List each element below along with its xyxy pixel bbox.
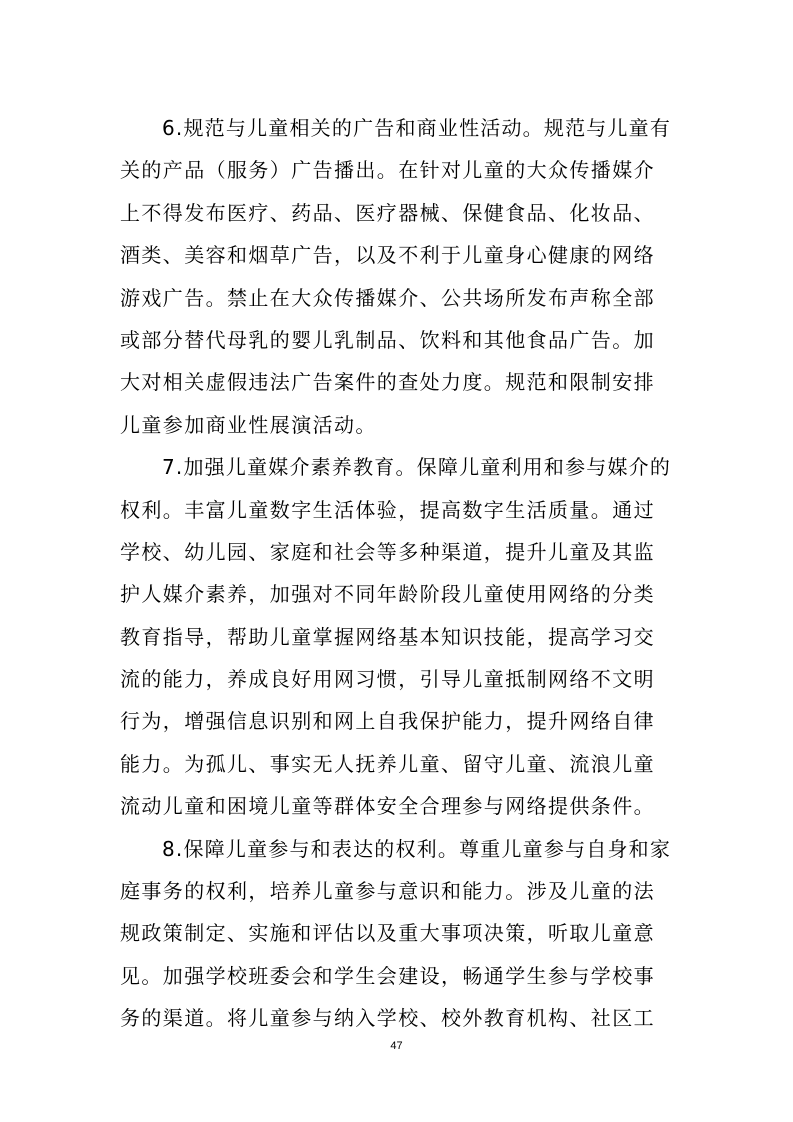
text-line: 权利。丰富儿童数字生活体验，提高数字生活质量。通过 — [120, 497, 655, 522]
text-line: 酒类、美容和烟草广告，以及不利于儿童身心健康的网络 — [120, 243, 655, 268]
text-line: 规政策制定、实施和评估以及重大事项决策，听取儿童意 — [120, 921, 655, 946]
text-line: 务的渠道。将儿童参与纳入学校、校外教育机构、社区工 — [120, 1006, 655, 1031]
text-line: 庭事务的权利，培养儿童参与意识和能力。涉及儿童的法 — [120, 879, 655, 904]
page-number: 47 — [390, 1040, 403, 1052]
text-line: 6.规范与儿童相关的广告和商业性活动。规范与儿童有 — [162, 116, 672, 140]
paragraph-advertising — [120, 107, 673, 446]
text-line: 见。加强学校班委会和学生会建设，畅通学生参与学校事 — [120, 963, 655, 988]
body-text — [120, 107, 673, 1040]
paragraph-participation — [120, 828, 673, 1040]
text-line: 流的能力，养成良好用网习惯，引导儿童抵制网络不文明 — [120, 667, 655, 692]
text-line: 护人媒介素养，加强对不同年龄阶段儿童使用网络的分类 — [120, 582, 655, 607]
text-line: 能力。为孤儿、事实无人抚养儿童、留守儿童、流浪儿童 — [120, 751, 655, 776]
text-line: 或部分替代母乳的婴儿乳制品、饮料和其他食品广告。加 — [120, 327, 655, 352]
text-line: 大对相关虚假违法广告案件的查处力度。规范和限制安排 — [120, 370, 655, 395]
text-line: 行为，增强信息识别和网上自我保护能力，提升网络自律 — [120, 709, 655, 734]
text-line: 7.加强儿童媒介素养教育。保障儿童利用和参与媒介的 — [162, 455, 672, 480]
text-line: 游戏广告。禁止在大众传播媒介、公共场所发布声称全部 — [120, 285, 655, 310]
text-line: 教育指导，帮助儿童掌握网络基本知识技能，提高学习交 — [120, 624, 655, 649]
text-line: 关的产品（服务）广告播出。在针对儿童的大众传播媒介 — [120, 158, 655, 183]
text-line: 儿童参加商业性展演活动。 — [120, 412, 377, 437]
text-line: 上不得发布医疗、药品、医疗器械、保健食品、化妆品、 — [120, 200, 655, 225]
text-line: 流动儿童和困境儿童等群体安全合理参与网络提供条件。 — [120, 794, 655, 819]
text-line: 8.保障儿童参与和表达的权利。尊重儿童参与自身和家 — [162, 836, 672, 861]
text-line: 学校、幼儿园、家庭和社会等多种渠道，提升儿童及其监 — [120, 539, 655, 564]
paragraph-media-literacy — [120, 446, 673, 828]
